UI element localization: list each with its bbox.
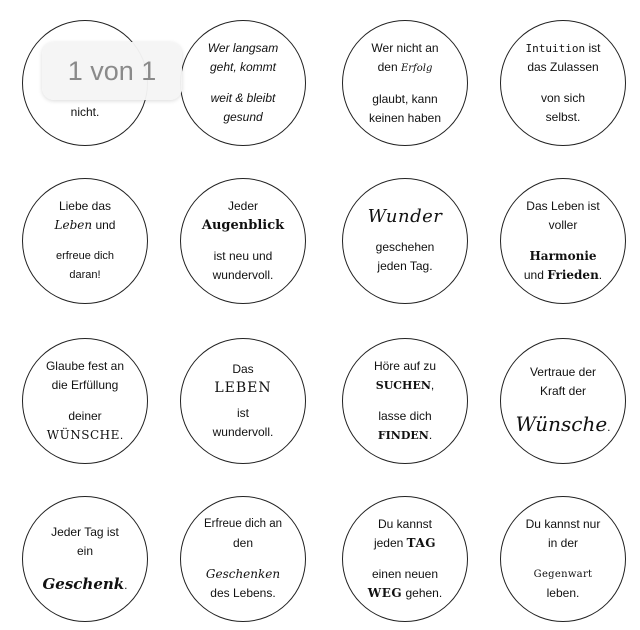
sticker-text-part: und bbox=[92, 218, 116, 232]
sticker-text-script: Erfolg bbox=[400, 62, 433, 74]
sticker-text: wundervoll. bbox=[212, 268, 274, 282]
sticker-text bbox=[378, 426, 432, 445]
sticker-text: Liebe das bbox=[58, 199, 112, 213]
sticker-text-part: und bbox=[523, 268, 548, 282]
sticker-text: Vertraue der bbox=[529, 364, 597, 379]
sticker-text-bold: Augenblick bbox=[201, 218, 285, 233]
sticker-text: lasse dich bbox=[378, 409, 432, 423]
sticker-circle-3 bbox=[342, 20, 468, 146]
sticker-text bbox=[55, 216, 116, 235]
sticker-text-part: jeden bbox=[373, 536, 407, 550]
sticker-circle-9 bbox=[22, 338, 148, 464]
sticker-text: daran! bbox=[69, 269, 101, 281]
sticker-text bbox=[524, 266, 602, 285]
sticker-text: Das bbox=[232, 362, 254, 376]
sticker-text-caps: WEG bbox=[367, 586, 403, 600]
sticker-text: Höre auf zu bbox=[373, 359, 437, 373]
sticker-circle-5 bbox=[22, 178, 148, 304]
sticker-circle-2 bbox=[180, 20, 306, 146]
sticker-text: geht, kommt bbox=[209, 60, 277, 74]
sticker-text: glaubt, kann bbox=[372, 91, 438, 106]
sticker-text-script: Wünsche bbox=[515, 411, 608, 436]
sticker-text: jeden Tag. bbox=[377, 258, 433, 273]
sticker-text-caps: WÜNSCHE bbox=[46, 428, 120, 442]
sticker-text: weit & bleibt bbox=[210, 91, 276, 105]
sticker-text-script: Geschenken bbox=[205, 567, 281, 581]
sticker-text: Wer nicht an bbox=[371, 40, 439, 55]
sticker-text: Erfreue dich an bbox=[204, 518, 282, 530]
sticker-text bbox=[42, 573, 127, 596]
sticker-text: das Zulassen bbox=[527, 60, 599, 74]
sticker-circle-16 bbox=[500, 496, 626, 622]
sticker-text: leben. bbox=[546, 586, 580, 600]
sticker-text: Das Leben ist bbox=[526, 199, 600, 213]
sticker-text: Wer langsam bbox=[207, 41, 279, 55]
sticker-text-bold: Geschenk bbox=[42, 574, 125, 593]
sticker-text-caps: LEBEN bbox=[214, 380, 272, 396]
sticker-text-script: Wunder bbox=[367, 205, 443, 227]
sticker-text bbox=[515, 411, 610, 440]
sticker-circle-10 bbox=[180, 338, 306, 464]
sticker-text: von sich bbox=[540, 91, 586, 105]
page-indicator-badge: 1 von 1 bbox=[42, 42, 182, 100]
sticker-text-script: Leben bbox=[54, 218, 93, 232]
sticker-circle-7 bbox=[342, 178, 468, 304]
sticker-text-script: Gegenwart bbox=[533, 569, 593, 580]
sticker-text bbox=[374, 534, 436, 553]
sticker-text-bold: Frieden bbox=[547, 268, 599, 282]
sticker-text: Du kannst bbox=[377, 517, 433, 531]
sticker-circle-11 bbox=[342, 338, 468, 464]
sticker-text: nicht. bbox=[70, 104, 100, 119]
sticker-circle-4 bbox=[500, 20, 626, 146]
sticker-text: erfreue dich bbox=[55, 250, 115, 262]
sticker-text: Jeder Tag ist bbox=[51, 524, 119, 539]
sticker-text: keinen haben bbox=[368, 110, 442, 125]
sticker-text-part: den bbox=[377, 59, 401, 74]
sticker-text: den bbox=[232, 536, 254, 550]
sticker-text: einen neuen bbox=[371, 567, 439, 581]
sticker-text-part: . bbox=[119, 428, 124, 442]
sticker-text: deiner bbox=[68, 409, 102, 423]
sticker-circle-15 bbox=[342, 496, 468, 622]
sticker-circle-8 bbox=[500, 178, 626, 304]
sticker-text: des Lebens. bbox=[210, 586, 276, 600]
sticker-text-bold: Harmonie bbox=[529, 249, 597, 263]
sticker-text bbox=[378, 58, 433, 78]
sticker-text: geschehen bbox=[375, 239, 435, 254]
sticker-text: selbst. bbox=[545, 110, 581, 124]
sticker-text: gesund bbox=[223, 110, 263, 124]
sticker-text: voller bbox=[548, 218, 578, 232]
sticker-text bbox=[47, 426, 123, 445]
sticker-text-caps: TAG bbox=[406, 536, 437, 550]
sticker-text: Kraft der bbox=[539, 383, 587, 398]
sticker-text: Du kannst nur bbox=[525, 517, 601, 531]
sticker-text-part: ist bbox=[585, 41, 601, 55]
sticker-text-bold: FINDEN bbox=[377, 429, 429, 442]
sticker-text: ist neu und bbox=[213, 249, 273, 263]
sticker-circle-12 bbox=[500, 338, 626, 464]
sticker-text bbox=[526, 39, 601, 58]
sticker-text-part: . bbox=[124, 577, 128, 592]
sticker-text: ist bbox=[237, 406, 249, 420]
sticker-text-part: . bbox=[428, 428, 433, 442]
sticker-text-part: . bbox=[607, 419, 611, 434]
sticker-text-bold: SUCHEN bbox=[375, 379, 431, 392]
sticker-text: Glaube fest an bbox=[45, 359, 125, 373]
sticker-text-part: . bbox=[598, 268, 603, 282]
sticker-text bbox=[376, 376, 434, 395]
sticker-circle-13 bbox=[22, 496, 148, 622]
sticker-text: wundervoll. bbox=[212, 425, 274, 439]
sticker-text-part: Intuition bbox=[525, 42, 586, 55]
sticker-text bbox=[368, 584, 442, 603]
sticker-text: ein bbox=[76, 543, 93, 558]
sticker-text: in der bbox=[547, 536, 579, 550]
sticker-circle-6 bbox=[180, 178, 306, 304]
sticker-text: Jeder bbox=[227, 199, 259, 213]
sticker-text-part: gehen. bbox=[402, 586, 443, 600]
sticker-text-part: , bbox=[430, 378, 435, 392]
sticker-circle-14 bbox=[180, 496, 306, 622]
sticker-text: die Erfüllung bbox=[51, 378, 119, 392]
